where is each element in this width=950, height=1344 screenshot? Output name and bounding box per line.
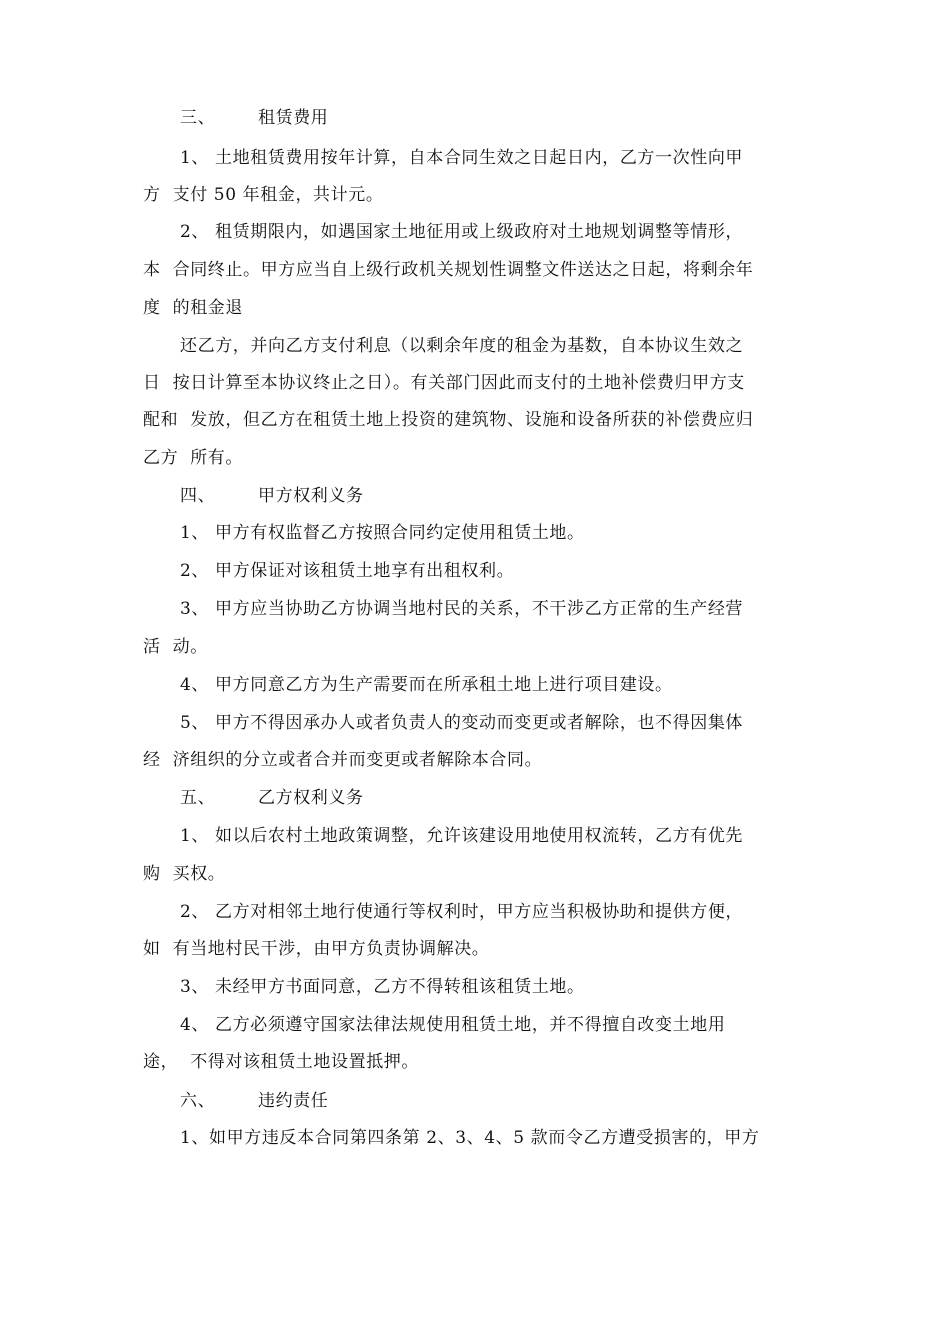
paragraph-line: 2、 甲方保证对该租赁土地享有出租权利。 <box>180 561 515 581</box>
paragraph-line: 配和 发放，但乙方在租赁土地上投资的建筑物、设施和设备所获的补偿费应归 <box>143 410 754 430</box>
paragraph-line: 乙方 所有。 <box>143 448 244 468</box>
paragraph-line: 4、 乙方必须遵守国家法律法规使用租赁土地，并不得擅自改变土地用 <box>180 1015 726 1035</box>
paragraph-line: 经 济组织的分立或者合并而变更或者解除本合同。 <box>143 750 543 770</box>
section-number: 三、 <box>180 108 216 128</box>
paragraph-line: 活 动。 <box>143 637 208 657</box>
paragraph-line: 度 的租金退 <box>143 298 244 318</box>
section-title: 违约责任 <box>258 1091 329 1111</box>
paragraph-line: 3、 甲方应当协助乙方协调当地村民的关系，不干涉乙方正常的生产经营 <box>180 599 744 619</box>
paragraph-line: 3、 未经甲方书面同意，乙方不得转租该租赁土地。 <box>180 977 585 997</box>
section-title: 租赁费用 <box>258 108 329 128</box>
paragraph-line: 1、 甲方有权监督乙方按照合同约定使用租赁土地。 <box>180 523 585 543</box>
paragraph-line: 2、 乙方对相邻土地行使通行等权利时，甲方应当积极协助和提供方便， <box>180 902 744 922</box>
paragraph-line: 方 支付 50 年租金，共计元。 <box>143 185 384 205</box>
paragraph-line: 还乙方，并向乙方支付利息（以剩余年度的租金为基数，自本协议生效之 <box>180 336 744 356</box>
paragraph-line: 1、 土地租赁费用按年计算，自本合同生效之日起日内，乙方一次性向甲 <box>180 148 744 168</box>
section-heading <box>180 106 328 130</box>
paragraph-line: 4、 甲方同意乙方为生产需要而在所承租土地上进行项目建设。 <box>180 675 673 695</box>
paragraph-line: 日 按日计算至本协议终止之日）。有关部门因此而支付的土地补偿费归甲方支 <box>143 373 745 393</box>
section-title: 乙方权利义务 <box>258 788 364 808</box>
paragraph-line: 1、 如以后农村土地政策调整，允许该建设用地使用权流转，乙方有优先 <box>180 826 744 846</box>
paragraph-line: 如 有当地村民干涉，由甲方负责协调解决。 <box>143 939 490 959</box>
section-heading <box>180 786 364 810</box>
section-number: 六、 <box>180 1091 216 1111</box>
section-number: 五、 <box>180 788 216 808</box>
section-title: 甲方权利义务 <box>258 486 364 506</box>
paragraph-line: 5、 甲方不得因承办人或者负责人的变动而变更或者解除，也不得因集体 <box>180 713 744 733</box>
section-heading <box>180 1089 328 1113</box>
paragraph-line: 1、如甲方违反本合同第四条第 2、3、4、5 款而令乙方遭受损害的，甲方 <box>180 1128 760 1148</box>
paragraph-line: 本 合同终止。甲方应当自上级行政机关规划性调整文件送达之日起，将剩余年 <box>143 260 754 280</box>
paragraph-line: 购 买权。 <box>143 864 226 884</box>
section-heading <box>180 484 364 508</box>
paragraph-line: 途， 不得对该租赁土地设置抵押。 <box>143 1052 420 1072</box>
section-number: 四、 <box>180 486 216 506</box>
paragraph-line: 2、 租赁期限内，如遇国家土地征用或上级政府对土地规划调整等情形， <box>180 222 744 242</box>
